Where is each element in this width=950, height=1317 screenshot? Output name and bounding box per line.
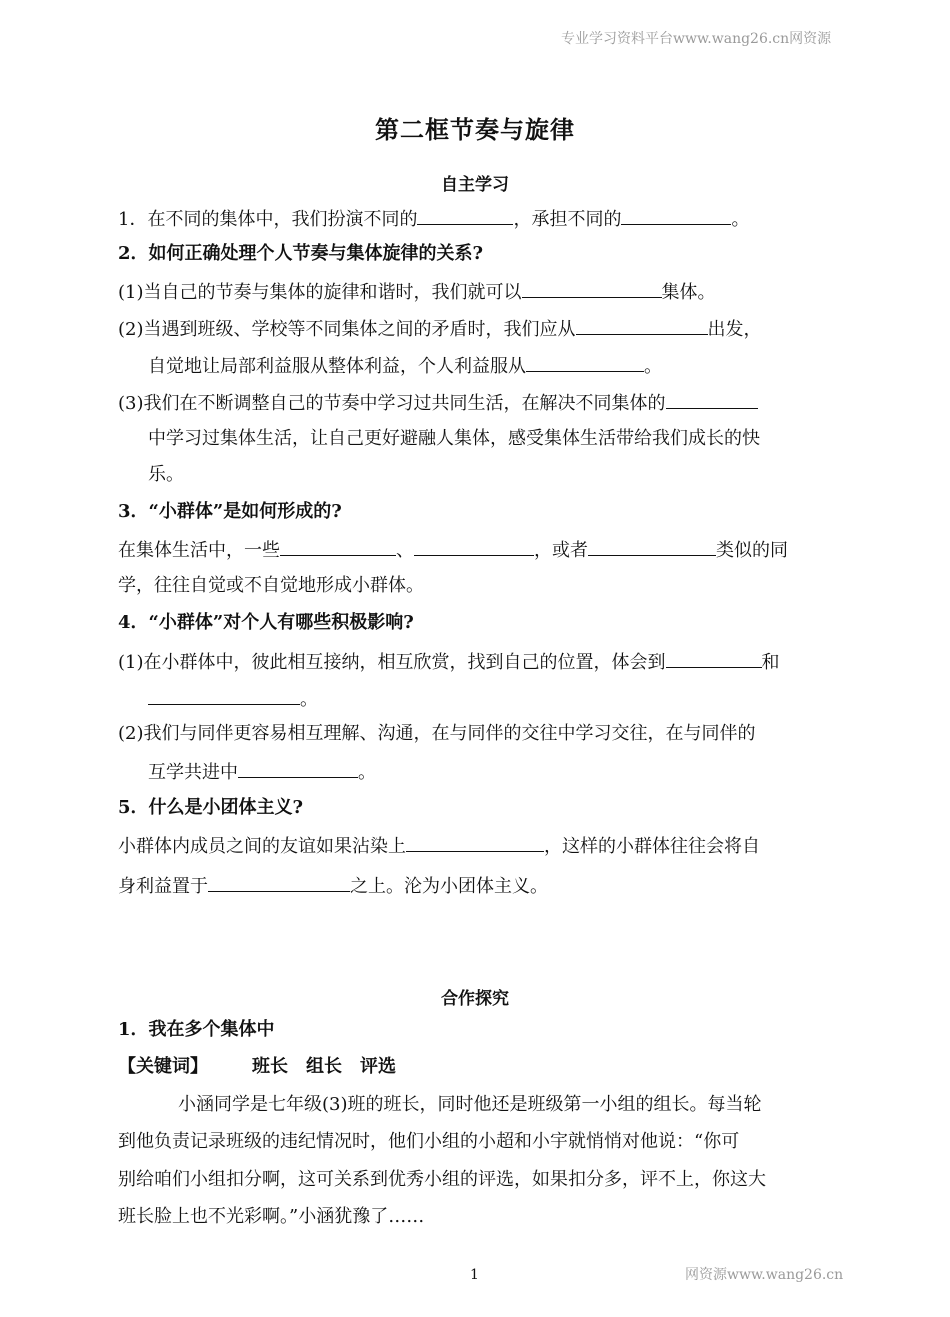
- footer-site-text: 网资源www.wang26.cn: [685, 1267, 844, 1283]
- question-2-part-3-line-2: 中学习过集体生活，让自己更好避融人集体，感受集体生活带给我们成长的快: [148, 428, 760, 449]
- page-number: 1: [470, 1267, 479, 1283]
- fill-blank: [208, 873, 350, 892]
- question-3-line-1: 在集体生活中，一些 、 ，或者 类似的同: [118, 537, 788, 563]
- fill-blank: [621, 206, 731, 225]
- question-3-line-2: 学，往往自觉或不自觉地形成小群体。: [118, 575, 424, 596]
- question-5-line-1: 小群体内成员之间的友谊如果沾染上 ，这样的小群体往往会将自: [118, 833, 760, 859]
- keyword: 班长: [252, 1056, 288, 1077]
- fill-blank: [576, 316, 708, 335]
- question-2-part-3-line-3: 乐。: [148, 464, 184, 485]
- question-2-part-2: (2)当遇到班级、学校等不同集体之间的矛盾时，我们应从 出发，: [118, 316, 762, 342]
- story-line-3: 别给咱们小组扣分啊，这可关系到优秀小组的评选，如果扣分多，评不上，你这大: [118, 1169, 766, 1190]
- page-title: 第二框节奏与旋律: [375, 115, 575, 144]
- question-4-part-1-cont: 。: [148, 686, 318, 712]
- fill-blank: [526, 353, 644, 372]
- section-heading-self-study: 自主学习: [441, 175, 509, 195]
- header-platform-text: 专业学习资料平台www.wang26.cn网资源: [561, 31, 832, 47]
- question-2-part-1: (1)当自己的节奏与集体的旋律和谐时，我们就可以 集体。: [118, 279, 716, 305]
- inquiry-item-1: 1．我在多个集体中: [118, 1019, 275, 1040]
- question-2-part-3: (3)我们在不断调整自己的节奏中学习过共同生活，在解决不同集体的: [118, 390, 758, 416]
- fill-blank: [148, 686, 300, 705]
- story-line-2: 到他负责记录班级的违纪情况时，他们小组的小超和小宇就悄悄对他说：“你可: [118, 1131, 740, 1152]
- fill-blank: [238, 759, 358, 778]
- fill-blank: [406, 833, 544, 852]
- question-4-part-1: (1)在小群体中，彼此相互接纳，相互欣赏，找到自己的位置，体会到 和: [118, 649, 780, 675]
- keywords-row: [118, 1055, 396, 1079]
- question-3-heading: 3．“小群体”是如何形成的?: [118, 501, 342, 522]
- fill-blank: [280, 537, 396, 556]
- question-5-heading: 5．什么是小团体主义?: [118, 797, 304, 818]
- fill-blank: [666, 649, 762, 668]
- keyword: 评选: [360, 1056, 396, 1077]
- fill-blank: [588, 537, 716, 556]
- question-2-part-2-cont: 自觉地让局部利益服从整体利益，个人利益服从 。: [148, 353, 662, 379]
- fill-blank: [417, 206, 513, 225]
- question-4-heading: 4．“小群体”对个人有哪些积极影响?: [118, 612, 414, 633]
- question-4-part-2: (2)我们与同伴更容易相互理解、沟通，在与同伴的交往中学习交往，在与同伴的: [118, 723, 756, 744]
- fill-blank: [666, 390, 758, 409]
- story-line-1: 小涵同学是七年级(3)班的班长，同时他还是班级第一小组的组长。每当轮: [178, 1094, 762, 1115]
- keywords-label: 【关键词】: [118, 1056, 208, 1077]
- fill-blank: [414, 537, 534, 556]
- section-heading-cooperative-inquiry: 合作探究: [441, 989, 509, 1009]
- story-line-4: 班长脸上也不光彩啊。”小涵犹豫了……: [118, 1206, 425, 1227]
- fill-blank: [522, 279, 662, 298]
- question-4-part-2-cont: 互学共进中 。: [148, 759, 376, 785]
- keyword: 组长: [306, 1056, 342, 1077]
- question-5-line-2: 身利益置于 之上。沦为小团体主义。: [118, 873, 548, 899]
- question-2-heading: 2．如何正确处理个人节奏与集体旋律的关系?: [118, 243, 484, 264]
- question-1: 1．在不同的集体中，我们扮演不同的 ，承担不同的 。: [118, 206, 749, 232]
